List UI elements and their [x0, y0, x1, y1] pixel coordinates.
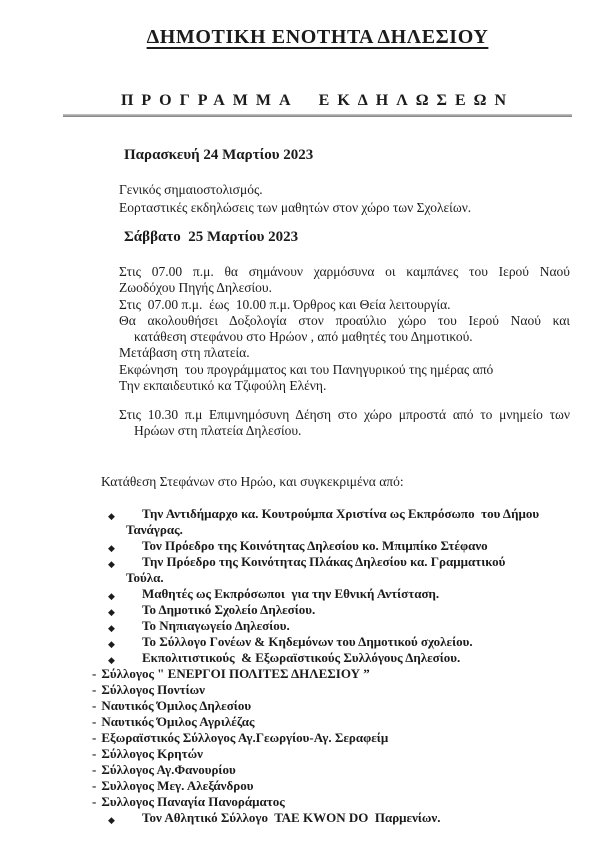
list-item-line: ◆ Τον Πρόεδρο της Κοινότητας Δηλεσίου κο. Μπιμπίκο Στέφανο — [0, 538, 570, 554]
body-line: Γενικός σημαιοστολισμός. — [119, 182, 263, 197]
list-item-line: ◆ Την Πρόεδρο της Κοινότητας Πλάκας Δηλεσίου κα. Γραμματικού — [0, 554, 570, 570]
list-item-line: - Ναυτικός Όμιλος Δηλεσίου — [92, 698, 252, 713]
header-divider — [63, 114, 572, 117]
diamond-bullet-icon: ◆ — [108, 639, 115, 649]
list-item-line: - Ναυτικός Όμιλος Αγριλέζας — [92, 714, 255, 729]
document-title: ΔΗΜΟΤΙΚΗ ΕΝΟΤΗΤΑ ΔΗΛΕΣΙΟΥ — [146, 26, 489, 48]
list-item-line: ◆ Εκπολιτιστικούς & Εξωραϊστικούς Συλλόγους Δηλεσίου. — [0, 650, 570, 666]
dash-bullet-icon: - — [92, 666, 97, 681]
list-item-line: - Εξωραϊστικός Σύλλογος Αγ.Γεωργίου-Αγ. Σεραφείμ — [92, 730, 389, 745]
dash-bullet-icon: - — [92, 778, 97, 793]
list-item-line: Τούλα. — [126, 570, 164, 585]
body-line: Μετάβαση στη πλατεία. — [119, 345, 250, 361]
wreath-laying-intro: Κατάθεση Στεφάνων στο Ηρώο, και συγκεκριμένα από: — [101, 474, 404, 489]
list-item-line: - Σύλλογος " ΕΝΕΡΓΟΙ ΠΟΛΙΤΕΣ ΔΗΛΕΣΙΟΥ ” — [92, 666, 370, 681]
dash-bullet-icon: - — [92, 746, 97, 761]
list-item-line: - Σύλλογος Κρητών — [92, 746, 203, 761]
list-item-line: Τανάγρας. — [126, 522, 183, 537]
dash-bullet-icon: - — [92, 714, 97, 729]
dash-bullet-icon: - — [92, 762, 97, 777]
section-heading-friday: Παρασκευή 24 Μαρτίου 2023 — [124, 147, 314, 163]
friday-events — [0, 181, 570, 216]
program-heading: ΠΡΟΓΡΑΜΜΑ ΕΚΔΗΛΩΣΕΩΝ — [120, 92, 515, 109]
list-item-line: - Σύλλογος Ποντίων — [92, 682, 205, 697]
diamond-bullet-icon: ◆ — [108, 607, 115, 617]
diamond-bullet-icon: ◆ — [108, 655, 115, 665]
body-line: κατάθεση στεφάνου στο Ηρώον , από μαθητές του Δημοτικού. — [134, 329, 473, 345]
body-line: Θα ακολουθήσει Δοξολογία στον προαύλιο χώρο του Ιερού Ναού και — [119, 312, 570, 328]
list-item-line: ◆ Την Αντιδήμαρχο κα. Κουτρούμπα Χριστίνα ως Εκπρόσωπο του Δήμου — [0, 506, 570, 522]
list-item-line: ◆ Το Νηπιαγωγείο Δηλεσίου. — [0, 618, 570, 634]
body-line: Στις 10.30 π.μ Επιμνημόσυνη Δέηση στο χώρο μπροστά από το μνημείο των — [119, 407, 570, 422]
list-item-line: ◆ Μαθητές ως Εκπρόσωποι για την Εθνική Αντίσταση. — [0, 586, 570, 602]
list-item-line: - Συλλογος Μεγ. Αλεξάνδρου — [92, 778, 254, 793]
memorial-service-paragraph — [0, 407, 570, 440]
diamond-bullet-icon: ◆ — [108, 815, 115, 825]
diamond-bullet-icon: ◆ — [108, 591, 115, 601]
wreath-laying-list — [0, 506, 570, 826]
dash-bullet-icon: - — [92, 730, 97, 745]
list-item-line: - Σύλλογος Αγ.Φανουρίου — [92, 762, 236, 777]
list-item-line: ◆ Το Δημοτικό Σχολείο Δηλεσίου. — [0, 602, 570, 618]
body-line: Στις 07.00 π.μ. έως 10.00 π.μ. Όρθρος και Θεία λειτουργία. — [119, 296, 451, 312]
list-item-line: ◆ Το Σύλλογο Γονέων & Κηδεμόνων του Δημοτικού σχολείου. — [0, 634, 570, 650]
body-line: Εκφώνηση του προγράμματος και του Πανηγυρικού της ημέρας από — [119, 361, 494, 377]
dash-bullet-icon: - — [92, 682, 97, 697]
list-item-line: - Συλλογος Παναγία Πανοράματος — [92, 794, 285, 809]
diamond-bullet-icon: ◆ — [108, 623, 115, 633]
body-line: Ζωοδόχου Πηγής Δηλεσίου. — [119, 280, 272, 296]
diamond-bullet-icon: ◆ — [108, 511, 115, 521]
diamond-bullet-icon: ◆ — [108, 559, 115, 569]
body-line: Εορταστικές εκδηλώσεις των μαθητών στον χώρο των Σχολείων. — [119, 199, 472, 215]
body-line: Την εκπαιδευτικό κα Τζιφούλη Ελένη. — [119, 378, 327, 394]
section-heading-saturday: Σάββατο 25 Μαρτίου 2023 — [124, 229, 299, 245]
list-item-line: ◆ Τον Αθλητικό Σύλλογο ΤΑΕ KWON DO Παρμενίων. — [0, 810, 570, 826]
dash-bullet-icon: - — [92, 698, 97, 713]
body-line: Ηρώων στη πλατεία Δηλεσίου. — [134, 423, 302, 439]
diamond-bullet-icon: ◆ — [108, 543, 115, 553]
dash-bullet-icon: - — [92, 794, 97, 809]
body-line: Στις 07.00 π.μ. θα σημάνουν χαρμόσυνα οι καμπάνες του Ιερού Ναού — [119, 264, 570, 279]
saturday-morning-program — [0, 264, 570, 394]
